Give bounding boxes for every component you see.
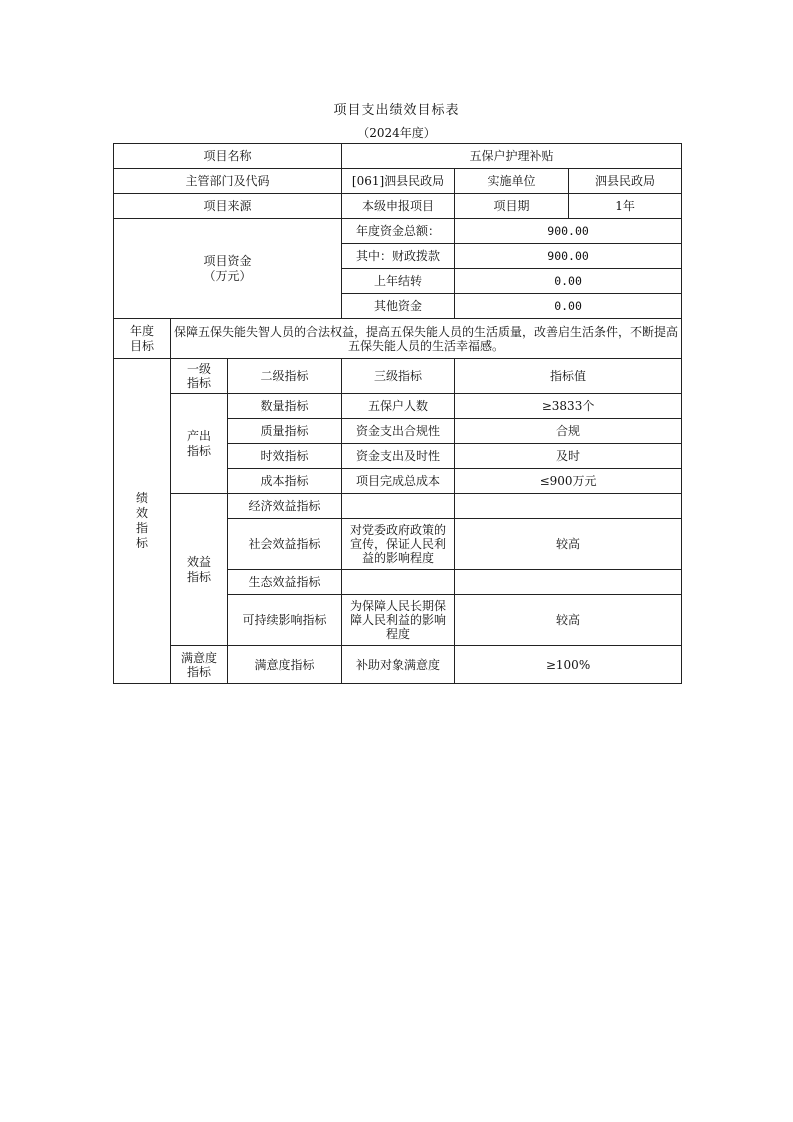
fund-total-value: 900.00 — [455, 219, 682, 244]
benefit-level2: 生态效益指标 — [228, 570, 342, 595]
satisfaction-level3: 补助对象满意度 — [342, 646, 455, 684]
output-value: ≤900万元 — [455, 469, 682, 494]
output-level3: 资金支出合规性 — [342, 419, 455, 444]
output-level2: 成本指标 — [228, 469, 342, 494]
output-level2: 质量指标 — [228, 419, 342, 444]
benefit-level3 — [342, 519, 455, 570]
dept-value: [061]泗县民政局 — [342, 169, 455, 194]
fund-total-label: 年度资金总额： — [342, 219, 455, 244]
table-row — [114, 494, 682, 519]
performance-indicator-label — [114, 359, 171, 684]
dept-label: 主管部门及代码 — [114, 169, 342, 194]
benefit-level3-text: 对党委政府政策的宣传，保证人民利益的影响程度 — [350, 523, 447, 565]
benefit-level2: 可持续影响指标 — [228, 595, 342, 646]
source-label: 项目来源 — [114, 194, 342, 219]
goal-label — [114, 319, 171, 359]
header-level1-text: 一级指标 — [186, 362, 211, 390]
row-fund-total — [114, 219, 682, 244]
benefit-value: 较高 — [455, 519, 682, 570]
project-name-label: 项目名称 — [114, 144, 342, 169]
benefit-value: 较高 — [455, 595, 682, 646]
fund-other-value: 0.00 — [455, 294, 682, 319]
period-value: 1年 — [569, 194, 682, 219]
row-project-name — [114, 144, 682, 169]
table-row — [114, 394, 682, 419]
benefit-value — [455, 494, 682, 519]
output-value: ≥3833个 — [455, 394, 682, 419]
benefit-value — [455, 570, 682, 595]
fund-carryover-label: 上年结转 — [342, 269, 455, 294]
output-indicator-label — [171, 394, 228, 494]
fund-fiscal-value: 900.00 — [455, 244, 682, 269]
row-annual-goal — [114, 319, 682, 359]
output-level2: 数量指标 — [228, 394, 342, 419]
row-department — [114, 169, 682, 194]
header-value: 指标值 — [455, 359, 682, 394]
table-row — [114, 646, 682, 684]
benefit-level3 — [342, 595, 455, 646]
row-indicator-header — [114, 359, 682, 394]
output-level3: 项目完成总成本 — [342, 469, 455, 494]
performance-indicator-label-text: 绩效指标 — [135, 491, 148, 550]
benefit-level3 — [342, 570, 455, 595]
impl-unit-value: 泗县民政局 — [569, 169, 682, 194]
output-level2: 时效指标 — [228, 444, 342, 469]
fund-carryover-value: 0.00 — [455, 269, 682, 294]
benefit-indicator-label — [171, 494, 228, 646]
goal-label-text: 年度目标 — [129, 323, 154, 353]
impl-unit-label: 实施单位 — [455, 169, 569, 194]
goal-text: 保障五保失能失智人员的合法权益，提高五保失能人员的生活质量，改善启生活条件，不断提高五保失能人员的生活幸福感。 — [171, 319, 682, 359]
satisfaction-level2: 满意度指标 — [228, 646, 342, 684]
satisfaction-indicator-label-text: 满意度指标 — [180, 650, 217, 679]
fund-label-text: 项目资金（万元） — [203, 253, 252, 283]
benefit-indicator-label-text: 效益指标 — [186, 554, 211, 584]
output-value: 及时 — [455, 444, 682, 469]
satisfaction-indicator-label — [171, 646, 228, 684]
performance-target-table — [113, 143, 682, 684]
satisfaction-value: ≥100% — [455, 646, 682, 684]
output-level3: 资金支出及时性 — [342, 444, 455, 469]
fund-label — [114, 219, 342, 319]
period-label: 项目期 — [455, 194, 569, 219]
fund-other-label: 其他资金 — [342, 294, 455, 319]
header-level2: 二级指标 — [228, 359, 342, 394]
output-level3: 五保户人数 — [342, 394, 455, 419]
header-level1 — [171, 359, 228, 394]
benefit-level2: 社会效益指标 — [228, 519, 342, 570]
benefit-level2: 经济效益指标 — [228, 494, 342, 519]
benefit-level3-text: 为保障人民长期保障人民利益的影响程度 — [350, 599, 447, 641]
output-value: 合规 — [455, 419, 682, 444]
output-indicator-label-text: 产出指标 — [186, 428, 211, 458]
project-name-value: 五保户护理补贴 — [342, 144, 682, 169]
header-level3: 三级指标 — [342, 359, 455, 394]
row-source — [114, 194, 682, 219]
year-subtitle: （2024年度） — [357, 126, 436, 140]
page-title: 项目支出绩效目标表 — [333, 103, 460, 118]
benefit-level3 — [342, 494, 455, 519]
fund-fiscal-label: 其中：财政拨款 — [342, 244, 455, 269]
source-value: 本级申报项目 — [342, 194, 455, 219]
